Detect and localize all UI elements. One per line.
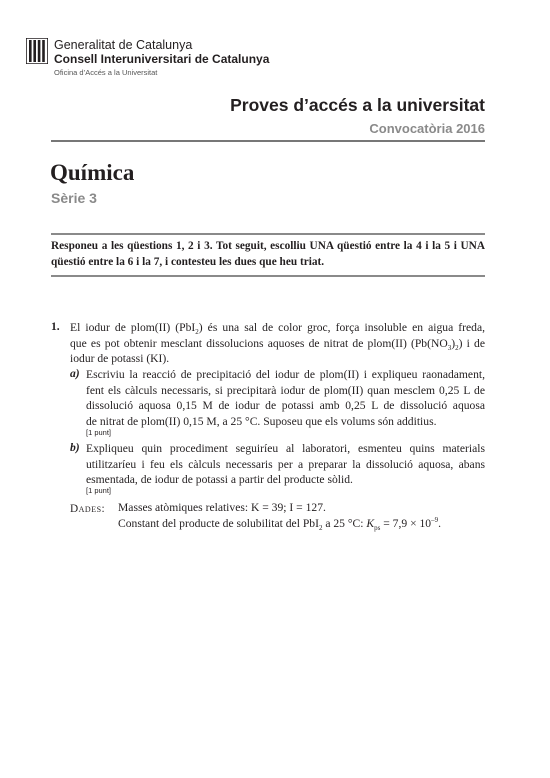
org-name-council: Consell Interuniversitari de Catalunya (54, 52, 270, 66)
org-name-office: Oficina d’Accés a la Universitat (54, 68, 158, 77)
generalitat-logo-icon (26, 38, 48, 64)
part-a-line: Escriviu la reacció de precipitació del iodur de plom(II) i expliqueu raonadament, (86, 368, 485, 381)
question-number: 1. (51, 320, 60, 333)
part-b-points: [1 punt] (86, 486, 112, 495)
question-intro (70, 320, 485, 367)
exam-session: Convocatòria 2016 (369, 121, 485, 136)
subject-title: Química (50, 160, 135, 185)
question-intro-line: que es pot obtenir mesclant dissolucions aquoses de nitrat de plom(II) $(Pb(NO_3)_2)$ i de (70, 336, 485, 352)
data-atomic-masses: Masses atòmiques relatives: K = 39; I = 127. (118, 501, 326, 514)
data-label: Dades: (70, 503, 106, 515)
part-a-points: [1 punt] (86, 428, 112, 437)
question-intro-line: iodur de potassi (KI). (70, 352, 170, 365)
part-b-line: Expliqueu quin procediment seguiríeu al laboratori, esmenteu quins materials (86, 442, 485, 455)
part-b-text (86, 441, 485, 488)
data-solubility-constant: Constant del producte de solubilitat del PbI$_2$ a 25 °C: $K_{ps} = 7,9 \times 10^{-9}$. (118, 516, 442, 532)
series-label: Sèrie 3 (51, 190, 97, 206)
part-a-text (86, 367, 485, 429)
part-b-label: b) (70, 441, 80, 454)
instructions-text: Responeu a les qüestions 1, 2 i 3. Tot seguit, escolliu UNA qüestió entre la 4 i la 5 i UNA qüestió entre la 6 i la 7, i contesteu les dues que heu triat. (51, 240, 485, 268)
part-a-line: fent els càlculs necessaris, si precipitarà iodur de plom(II) quan mesclem 0,25 L de (86, 383, 485, 397)
org-name-generalitat: Generalitat de Catalunya (54, 38, 193, 52)
part-a-line: dissolució aquosa 0,15 M de iodur de potassi amb 0,25 L de dissolució aquosa (86, 399, 485, 412)
part-b-line: utilitzaríeu i feu els càlculs necessaris per a preparar la dissolució aquosa, abans (86, 457, 485, 471)
exam-title: Proves d’accés a la universitat (230, 95, 485, 115)
instructions-bottom-divider (51, 275, 485, 277)
part-b-line: esmentada, de iodur de potassi a partir del producte sòlid. (86, 473, 353, 486)
part-a-label: a) (70, 367, 80, 380)
header-divider (51, 140, 485, 142)
question-intro-line: El iodur de plom(II) (PbI$_2$) és una sal de color groc, força insoluble en aigua freda, (70, 321, 485, 336)
part-a-line: de nitrat de plom(II) 0,15 M, a 25 °C. Suposeu que els volums són additius. (86, 414, 437, 428)
instructions-top-divider (51, 233, 485, 235)
